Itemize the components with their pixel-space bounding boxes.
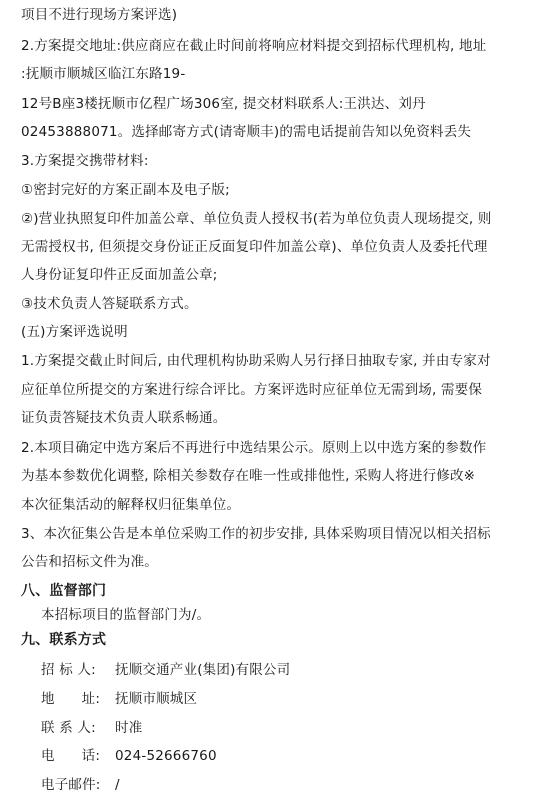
text-line: 无需授权书, 但须提交身份证正反面复印件加盖公章)、单位负责人及委托代理 — [21, 239, 488, 255]
contact-row-bidder — [41, 660, 290, 680]
contact-value: 024-52666760 — [115, 748, 217, 764]
text-line: 3、本次征集公告是本单位采购工作的初步安排, 具体采购项目情况以相关招标 — [21, 526, 491, 542]
text-line: 2.方案提交地址:供应商应在截止时间前将响应材料提交到招标代理机构, 地址 — [21, 38, 487, 54]
section-heading-contact: 九、联系方式 — [21, 632, 107, 648]
contact-value: / — [115, 777, 120, 793]
subsection-title: (五)方案评选说明 — [21, 324, 128, 340]
text-line: ①密封完好的方案正副本及电子版; — [21, 182, 230, 198]
contact-row-phone — [41, 746, 217, 766]
text-line: 本次征集活动的解释权归征集单位。 — [21, 497, 241, 513]
contact-row-address — [41, 689, 197, 709]
text-line: 公告和招标文件为准。 — [21, 554, 158, 570]
text-line: 1.方案提交截止时间后, 由代理机构协助采购人另行择日抽取专家, 并由专家对 — [21, 353, 491, 369]
text-line: 证负责答疑技术负责人联系畅通。 — [21, 410, 227, 426]
text-line: 3.方案提交携带材料: — [21, 153, 149, 169]
text-line: 应征单位所提交的方案进行综合评比。方案评选时应征单位无需到场, 需要保 — [21, 382, 483, 398]
text-line: :抚顺市顺城区临江东路19- — [21, 66, 186, 82]
contact-label: 电子邮件: — [41, 777, 101, 793]
contact-row-person — [41, 718, 142, 738]
supervision-body: 本招标项目的监督部门为/。 — [41, 607, 211, 623]
text-line: 02453888071。选择邮寄方式(请寄顺丰)的需电话提前告知以免资料丢失 — [21, 124, 472, 140]
text-line: 人身份证复印件正反面加盖公章; — [21, 267, 218, 283]
contact-label: 联 系 人: — [41, 720, 96, 736]
contact-label: 地 址: — [41, 691, 101, 707]
text-line: 12号B座3楼抚顺市亿程广场306室, 提交材料联系人:王洪达、刘丹 — [21, 96, 426, 112]
text-line: 2.本项目确定中选方案后不再进行中选结果公示。原则上以中选方案的参数作 — [21, 440, 487, 456]
contact-value: 抚顺市顺城区 — [115, 691, 198, 707]
section-heading-supervision: 八、监督部门 — [21, 583, 107, 599]
text-line: 为基本参数优化调整, 除相关参数存在唯一性或排他性, 采购人将进行修改※ — [21, 468, 476, 484]
contact-value: 抚顺交通产业(集团)有限公司 — [115, 662, 291, 678]
contact-value: 时准 — [115, 720, 143, 736]
contact-label: 电 话: — [41, 748, 101, 764]
text-line: ②)营业执照复印件加盖公章、单位负责人授权书(若为单位负责人现场提交, 则 — [21, 211, 492, 227]
contact-row-email — [41, 775, 120, 795]
text-line: 项目不进行现场方案评选) — [21, 7, 178, 23]
text-line: ③技术负责人答疑联系方式。 — [21, 296, 198, 312]
contact-label: 招 标 人: — [41, 662, 96, 678]
